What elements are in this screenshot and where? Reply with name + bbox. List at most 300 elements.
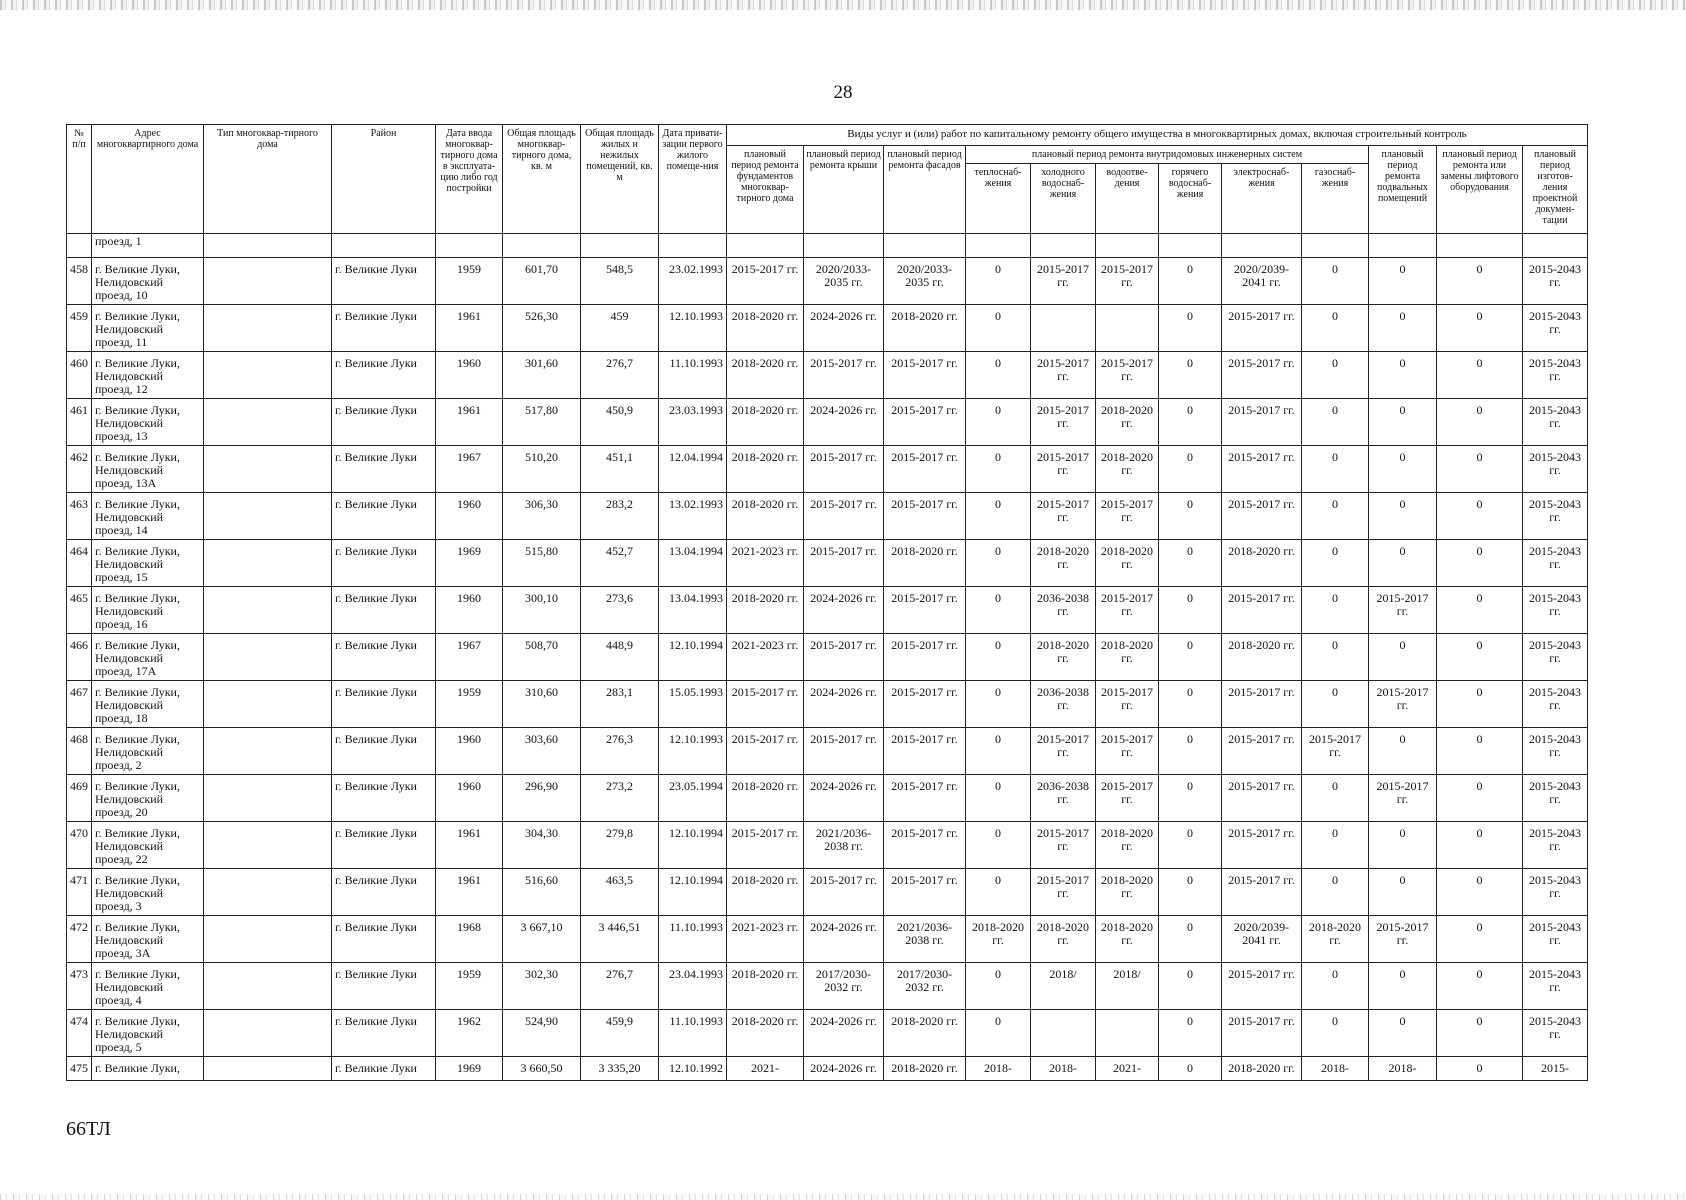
cell-drainage bbox=[1096, 305, 1159, 352]
cell-heat: 0 bbox=[966, 305, 1031, 352]
cell-num: 473 bbox=[67, 963, 92, 1010]
cell-electric: 2015-2017 гг. bbox=[1222, 493, 1302, 540]
cell-design-docs: 2015-2043 гг. bbox=[1523, 728, 1588, 775]
header-gas: газоснаб-жения bbox=[1302, 164, 1369, 234]
cell-drainage: 2018-2020 гг. bbox=[1096, 869, 1159, 916]
cell-heat: 2018-2020 гг. bbox=[966, 916, 1031, 963]
cell-roof: 2024-2026 гг. bbox=[804, 916, 884, 963]
header-commission-date: Дата ввода многоквар-тирного дома в эксплуата-цию либо год постройки bbox=[436, 125, 503, 234]
cell-design-docs: 2015-2043 гг. bbox=[1523, 634, 1588, 681]
cell-total-area: 526,30 bbox=[503, 305, 581, 352]
table-row-continuation bbox=[67, 234, 1588, 258]
table-row bbox=[67, 1057, 1588, 1081]
cell-roof: 2024-2026 гг. bbox=[804, 775, 884, 822]
cell-cold-water bbox=[1031, 305, 1096, 352]
cell-priv-date: 15.05.1993 bbox=[659, 681, 727, 728]
cell-num: 474 bbox=[67, 1010, 92, 1057]
cell-house-type bbox=[204, 493, 332, 540]
cell-hot-water: 0 bbox=[1159, 305, 1222, 352]
cell-foundation: 2018-2020 гг. bbox=[727, 963, 804, 1010]
cell-total-area: 302,30 bbox=[503, 963, 581, 1010]
header-elevator: плановый период ремонта или замены лифтового оборудования bbox=[1437, 146, 1523, 234]
cell-facade: 2015-2017 гг. bbox=[884, 352, 966, 399]
cell-district: г. Великие Луки bbox=[332, 540, 436, 587]
cell-hot-water: 0 bbox=[1159, 399, 1222, 446]
cell-gas: 0 bbox=[1302, 493, 1369, 540]
cell-address: г. Великие Луки, Нелидовский проезд, 17А bbox=[92, 634, 204, 681]
cell-foundation: 2021-2023 гг. bbox=[727, 540, 804, 587]
cell-total-area: 304,30 bbox=[503, 822, 581, 869]
cell-elevator: 0 bbox=[1437, 1010, 1523, 1057]
cell-basement: 0 bbox=[1369, 258, 1437, 305]
cell-year: 1959 bbox=[436, 963, 503, 1010]
cell-num: 472 bbox=[67, 916, 92, 963]
cell-hot-water: 0 bbox=[1159, 728, 1222, 775]
header-foundation: плановый период ремонта фундаментов многоквар-тирного дома bbox=[727, 146, 804, 234]
cell-foundation: 2021-2023 гг. bbox=[727, 916, 804, 963]
cell-cold-water: 2018-2020 гг. bbox=[1031, 540, 1096, 587]
header-heat: теплоснаб-жения bbox=[966, 164, 1031, 234]
cell-design-docs: 2015-2043 гг. bbox=[1523, 540, 1588, 587]
cell-basement: 0 bbox=[1369, 963, 1437, 1010]
cell-elevator: 0 bbox=[1437, 916, 1523, 963]
header-design-docs: плановый период изготов-ления проектной докумен-тации bbox=[1523, 146, 1588, 234]
header-address: Адрес многоквартирного дома bbox=[92, 125, 204, 234]
cell-elevator: 0 bbox=[1437, 634, 1523, 681]
cell-cold-water bbox=[1031, 1010, 1096, 1057]
cell-district: г. Великие Луки bbox=[332, 1010, 436, 1057]
table-row bbox=[67, 634, 1588, 681]
cell-living-area bbox=[581, 234, 659, 258]
cell-hot-water: 0 bbox=[1159, 869, 1222, 916]
cell-total-area: 510,20 bbox=[503, 446, 581, 493]
table-row bbox=[67, 446, 1588, 493]
cell-elevator: 0 bbox=[1437, 399, 1523, 446]
cell-heat bbox=[966, 234, 1031, 258]
cell-hot-water: 0 bbox=[1159, 493, 1222, 540]
cell-priv-date: 11.10.1993 bbox=[659, 352, 727, 399]
cell-house-type bbox=[204, 587, 332, 634]
cell-living-area: 452,7 bbox=[581, 540, 659, 587]
cell-cold-water: 2015-2017 гг. bbox=[1031, 446, 1096, 493]
cell-priv-date: 23.05.1994 bbox=[659, 775, 727, 822]
cell-address: г. Великие Луки, Нелидовский проезд, 4 bbox=[92, 963, 204, 1010]
cell-gas: 0 bbox=[1302, 822, 1369, 869]
cell-district: г. Великие Луки bbox=[332, 587, 436, 634]
table-row bbox=[67, 963, 1588, 1010]
cell-living-area: 273,6 bbox=[581, 587, 659, 634]
cell-hot-water: 0 bbox=[1159, 258, 1222, 305]
cell-gas: 0 bbox=[1302, 446, 1369, 493]
cell-house-type bbox=[204, 869, 332, 916]
cell-drainage: 2015-2017 гг. bbox=[1096, 493, 1159, 540]
cell-elevator: 0 bbox=[1437, 540, 1523, 587]
cell-num: 467 bbox=[67, 681, 92, 728]
cell-design-docs: 2015-2043 гг. bbox=[1523, 587, 1588, 634]
cell-priv-date: 13.04.1993 bbox=[659, 587, 727, 634]
cell-facade: 2015-2017 гг. bbox=[884, 822, 966, 869]
cell-design-docs: 2015-2043 гг. bbox=[1523, 493, 1588, 540]
scan-edge-bottom bbox=[0, 1194, 1686, 1200]
cell-year: 1960 bbox=[436, 352, 503, 399]
cell-roof: 2024-2026 гг. bbox=[804, 681, 884, 728]
cell-district: г. Великие Луки bbox=[332, 305, 436, 352]
header-drainage: водоотве-дения bbox=[1096, 164, 1159, 234]
table-row bbox=[67, 681, 1588, 728]
cell-address: г. Великие Луки, Нелидовский проезд, 18 bbox=[92, 681, 204, 728]
cell-priv-date: 13.02.1993 bbox=[659, 493, 727, 540]
cell-facade bbox=[884, 234, 966, 258]
cell-house-type bbox=[204, 822, 332, 869]
cell-design-docs bbox=[1523, 234, 1588, 258]
cell-house-type bbox=[204, 634, 332, 681]
cell-house-type bbox=[204, 352, 332, 399]
cell-priv-date bbox=[659, 234, 727, 258]
cell-house-type bbox=[204, 916, 332, 963]
cell-foundation: 2015-2017 гг. bbox=[727, 681, 804, 728]
cell-address: г. Великие Луки, Нелидовский проезд, 16 bbox=[92, 587, 204, 634]
cell-facade: 2015-2017 гг. bbox=[884, 587, 966, 634]
cell-roof: 2015-2017 гг. bbox=[804, 540, 884, 587]
cell-living-area: 548,5 bbox=[581, 258, 659, 305]
table-row bbox=[67, 258, 1588, 305]
cell-gas: 0 bbox=[1302, 352, 1369, 399]
cell-drainage: 2015-2017 гг. bbox=[1096, 258, 1159, 305]
cell-cold-water: 2018-2020 гг. bbox=[1031, 634, 1096, 681]
cell-facade: 2018-2020 гг. bbox=[884, 1010, 966, 1057]
cell-year: 1960 bbox=[436, 728, 503, 775]
cell-heat: 0 bbox=[966, 352, 1031, 399]
cell-living-area: 459 bbox=[581, 305, 659, 352]
cell-basement: 0 bbox=[1369, 399, 1437, 446]
cell-year: 1962 bbox=[436, 1010, 503, 1057]
table-row bbox=[67, 1010, 1588, 1057]
cell-total-area: 310,60 bbox=[503, 681, 581, 728]
cell-hot-water: 0 bbox=[1159, 963, 1222, 1010]
cell-hot-water: 0 bbox=[1159, 446, 1222, 493]
cell-num: 468 bbox=[67, 728, 92, 775]
cell-year: 1960 bbox=[436, 493, 503, 540]
cell-gas bbox=[1302, 234, 1369, 258]
cell-address: г. Великие Луки, Нелидовский проезд, 20 bbox=[92, 775, 204, 822]
cell-basement: 2015-2017 гг. bbox=[1369, 916, 1437, 963]
cell-roof: 2015-2017 гг. bbox=[804, 728, 884, 775]
table-row bbox=[67, 399, 1588, 446]
cell-drainage: 2015-2017 гг. bbox=[1096, 587, 1159, 634]
cell-living-area: 276,7 bbox=[581, 963, 659, 1010]
cell-district: г. Великие Луки bbox=[332, 775, 436, 822]
cell-roof: 2021/2036-2038 гг. bbox=[804, 822, 884, 869]
cell-year: 1961 bbox=[436, 822, 503, 869]
cell-roof: 2015-2017 гг. bbox=[804, 634, 884, 681]
cell-heat: 0 bbox=[966, 587, 1031, 634]
table-row bbox=[67, 775, 1588, 822]
cell-electric: 2018-2020 гг. bbox=[1222, 634, 1302, 681]
cell-gas: 0 bbox=[1302, 399, 1369, 446]
cell-cold-water: 2036-2038 гг. bbox=[1031, 775, 1096, 822]
header-electric: электроснаб-жения bbox=[1222, 164, 1302, 234]
cell-roof: 2020/2033-2035 гг. bbox=[804, 258, 884, 305]
cell-district: г. Великие Луки bbox=[332, 399, 436, 446]
cell-hot-water: 0 bbox=[1159, 681, 1222, 728]
cell-total-area: 524,90 bbox=[503, 1010, 581, 1057]
header-num: № п/п bbox=[67, 125, 92, 234]
cell-total-area: 3 667,10 bbox=[503, 916, 581, 963]
cell-facade: 2015-2017 гг. bbox=[884, 728, 966, 775]
cell-gas: 2018-2020 гг. bbox=[1302, 916, 1369, 963]
cell-house-type bbox=[204, 775, 332, 822]
cell-gas: 0 bbox=[1302, 258, 1369, 305]
cell-drainage: 2018-2020 гг. bbox=[1096, 634, 1159, 681]
cell-year: 1960 bbox=[436, 587, 503, 634]
cell-year: 1961 bbox=[436, 869, 503, 916]
cell-num: 458 bbox=[67, 258, 92, 305]
cell-roof: 2015-2017 гг. bbox=[804, 869, 884, 916]
table-row bbox=[67, 493, 1588, 540]
cell-priv-date: 12.10.1992 bbox=[659, 1057, 727, 1081]
cell-hot-water: 0 bbox=[1159, 822, 1222, 869]
cell-elevator: 0 bbox=[1437, 305, 1523, 352]
cell-elevator: 0 bbox=[1437, 963, 1523, 1010]
cell-priv-date: 12.10.1993 bbox=[659, 728, 727, 775]
cell-address: г. Великие Луки, Нелидовский проезд, 12 bbox=[92, 352, 204, 399]
cell-living-area: 459,9 bbox=[581, 1010, 659, 1057]
cell-living-area: 283,2 bbox=[581, 493, 659, 540]
cell-house-type bbox=[204, 446, 332, 493]
cell-roof: 2015-2017 гг. bbox=[804, 493, 884, 540]
cell-hot-water: 0 bbox=[1159, 634, 1222, 681]
cell-district: г. Великие Луки bbox=[332, 493, 436, 540]
cell-district: г. Великие Луки bbox=[332, 822, 436, 869]
cell-gas: 0 bbox=[1302, 540, 1369, 587]
cell-facade: 2018-2020 гг. bbox=[884, 305, 966, 352]
cell-num: 464 bbox=[67, 540, 92, 587]
cell-electric: 2015-2017 гг. bbox=[1222, 775, 1302, 822]
cell-elevator: 0 bbox=[1437, 1057, 1523, 1081]
cell-design-docs: 2015-2043 гг. bbox=[1523, 775, 1588, 822]
cell-foundation: 2015-2017 гг. bbox=[727, 728, 804, 775]
cell-drainage: 2015-2017 гг. bbox=[1096, 352, 1159, 399]
cell-roof bbox=[804, 234, 884, 258]
cell-design-docs: 2015-2043 гг. bbox=[1523, 822, 1588, 869]
cell-drainage bbox=[1096, 234, 1159, 258]
cell-drainage bbox=[1096, 1010, 1159, 1057]
cell-facade: 2015-2017 гг. bbox=[884, 775, 966, 822]
page-number: 28 bbox=[833, 82, 853, 103]
cell-priv-date: 23.04.1993 bbox=[659, 963, 727, 1010]
cell-cold-water: 2036-2038 гг. bbox=[1031, 681, 1096, 728]
cell-basement: 0 bbox=[1369, 869, 1437, 916]
cell-living-area: 448,9 bbox=[581, 634, 659, 681]
cell-num: 460 bbox=[67, 352, 92, 399]
cell-priv-date: 12.04.1994 bbox=[659, 446, 727, 493]
cell-facade: 2018-2020 гг. bbox=[884, 540, 966, 587]
cell-num: 462 bbox=[67, 446, 92, 493]
cell-cold-water: 2015-2017 гг. bbox=[1031, 399, 1096, 446]
table-row bbox=[67, 822, 1588, 869]
cell-electric: 2018-2020 гг. bbox=[1222, 540, 1302, 587]
cell-gas: 0 bbox=[1302, 587, 1369, 634]
cell-basement: 2018- bbox=[1369, 1057, 1437, 1081]
cell-address: г. Великие Луки, Нелидовский проезд, 13А bbox=[92, 446, 204, 493]
footer-code: 66ТЛ bbox=[66, 1118, 111, 1140]
cell-electric: 2020/2039-2041 гг. bbox=[1222, 258, 1302, 305]
cell-year: 1960 bbox=[436, 775, 503, 822]
cell-address: г. Великие Луки, Нелидовский проезд, 2 bbox=[92, 728, 204, 775]
cell-design-docs: 2015-2043 гг. bbox=[1523, 305, 1588, 352]
cell-foundation: 2018-2020 гг. bbox=[727, 446, 804, 493]
cell-roof: 2024-2026 гг. bbox=[804, 587, 884, 634]
cell-heat: 0 bbox=[966, 1010, 1031, 1057]
scan-edge-top bbox=[0, 0, 1686, 10]
cell-house-type bbox=[204, 681, 332, 728]
cell-num: 465 bbox=[67, 587, 92, 634]
cell-elevator: 0 bbox=[1437, 446, 1523, 493]
cell-total-area: 601,70 bbox=[503, 258, 581, 305]
cell-roof: 2017/2030-2032 гг. bbox=[804, 963, 884, 1010]
header-house-type: Тип многоквар-тирного дома bbox=[204, 125, 332, 234]
cell-hot-water: 0 bbox=[1159, 1010, 1222, 1057]
cell-basement: 0 bbox=[1369, 540, 1437, 587]
cell-year: 1969 bbox=[436, 540, 503, 587]
cell-num: 466 bbox=[67, 634, 92, 681]
cell-heat: 0 bbox=[966, 775, 1031, 822]
header-total-area: Общая площадь многоквар-тирного дома, кв. м bbox=[503, 125, 581, 234]
cell-basement: 2015-2017 гг. bbox=[1369, 587, 1437, 634]
header-basement: плановый период ремонта подвальных помещений bbox=[1369, 146, 1437, 234]
cell-electric: 2018-2020 гг. bbox=[1222, 1057, 1302, 1081]
cell-elevator: 0 bbox=[1437, 493, 1523, 540]
cell-electric: 2015-2017 гг. bbox=[1222, 352, 1302, 399]
cell-house-type bbox=[204, 540, 332, 587]
header-facade: плановый период ремонта фасадов bbox=[884, 146, 966, 234]
cell-living-area: 463,5 bbox=[581, 869, 659, 916]
table-row bbox=[67, 305, 1588, 352]
cell-priv-date: 23.02.1993 bbox=[659, 258, 727, 305]
cell-house-type bbox=[204, 234, 332, 258]
cell-heat: 0 bbox=[966, 258, 1031, 305]
cell-basement bbox=[1369, 234, 1437, 258]
cell-heat: 0 bbox=[966, 540, 1031, 587]
cell-electric: 2015-2017 гг. bbox=[1222, 963, 1302, 1010]
cell-district: г. Великие Луки bbox=[332, 352, 436, 399]
cell-roof: 2024-2026 гг. bbox=[804, 1010, 884, 1057]
cell-cold-water: 2018- bbox=[1031, 1057, 1096, 1081]
cell-gas: 0 bbox=[1302, 681, 1369, 728]
cell-cold-water: 2015-2017 гг. bbox=[1031, 869, 1096, 916]
cell-num: 463 bbox=[67, 493, 92, 540]
cell-electric bbox=[1222, 234, 1302, 258]
cell-elevator: 0 bbox=[1437, 822, 1523, 869]
cell-total-area: 517,80 bbox=[503, 399, 581, 446]
cell-house-type bbox=[204, 1010, 332, 1057]
cell-heat: 0 bbox=[966, 493, 1031, 540]
cell-electric: 2015-2017 гг. bbox=[1222, 587, 1302, 634]
cell-facade: 2017/2030-2032 гг. bbox=[884, 963, 966, 1010]
cell-heat: 0 bbox=[966, 822, 1031, 869]
cell-foundation bbox=[727, 234, 804, 258]
cell-elevator: 0 bbox=[1437, 775, 1523, 822]
cell-basement: 0 bbox=[1369, 1010, 1437, 1057]
cell-priv-date: 11.10.1993 bbox=[659, 1010, 727, 1057]
cell-address: проезд, 1 bbox=[92, 234, 204, 258]
cell-facade: 2015-2017 гг. bbox=[884, 446, 966, 493]
cell-foundation: 2018-2020 гг. bbox=[727, 399, 804, 446]
cell-total-area: 3 660,50 bbox=[503, 1057, 581, 1081]
cell-living-area: 451,1 bbox=[581, 446, 659, 493]
header-hot-water: горячего водоснаб-жения bbox=[1159, 164, 1222, 234]
cell-total-area: 306,30 bbox=[503, 493, 581, 540]
cell-address: г. Великие Луки, Нелидовский проезд, 5 bbox=[92, 1010, 204, 1057]
header-district: Район bbox=[332, 125, 436, 234]
cell-foundation: 2018-2020 гг. bbox=[727, 305, 804, 352]
cell-foundation: 2018-2020 гг. bbox=[727, 352, 804, 399]
cell-total-area: 303,60 bbox=[503, 728, 581, 775]
table-row bbox=[67, 869, 1588, 916]
cell-elevator: 0 bbox=[1437, 258, 1523, 305]
cell-design-docs: 2015-2043 гг. bbox=[1523, 352, 1588, 399]
cell-cold-water: 2015-2017 гг. bbox=[1031, 352, 1096, 399]
cell-num: 461 bbox=[67, 399, 92, 446]
cell-basement: 0 bbox=[1369, 822, 1437, 869]
cell-house-type bbox=[204, 258, 332, 305]
cell-drainage: 2015-2017 гг. bbox=[1096, 775, 1159, 822]
cell-design-docs: 2015-2043 гг. bbox=[1523, 963, 1588, 1010]
cell-living-area: 276,7 bbox=[581, 352, 659, 399]
header-works-group: Виды услуг и (или) работ по капитальному ремонту общего имущества в многоквартирных домах, включая строительный контроль bbox=[727, 125, 1588, 146]
cell-heat: 0 bbox=[966, 634, 1031, 681]
cell-priv-date: 12.10.1994 bbox=[659, 869, 727, 916]
cell-gas: 0 bbox=[1302, 1010, 1369, 1057]
cell-drainage: 2018-2020 гг. bbox=[1096, 446, 1159, 493]
cell-design-docs: 2015-2043 гг. bbox=[1523, 916, 1588, 963]
cell-house-type bbox=[204, 963, 332, 1010]
cell-gas: 2018- bbox=[1302, 1057, 1369, 1081]
cell-address: г. Великие Луки, Нелидовский проезд, 10 bbox=[92, 258, 204, 305]
cell-roof: 2015-2017 гг. bbox=[804, 352, 884, 399]
cell-basement: 0 bbox=[1369, 634, 1437, 681]
cell-electric: 2015-2017 гг. bbox=[1222, 1010, 1302, 1057]
table-header bbox=[67, 125, 1588, 234]
header-cold-water: холодного водоснаб-жения bbox=[1031, 164, 1096, 234]
cell-priv-date: 12.10.1994 bbox=[659, 634, 727, 681]
cell-total-area bbox=[503, 234, 581, 258]
cell-elevator: 0 bbox=[1437, 869, 1523, 916]
cell-cold-water: 2018-2020 гг. bbox=[1031, 916, 1096, 963]
cell-living-area: 283,1 bbox=[581, 681, 659, 728]
cell-elevator: 0 bbox=[1437, 587, 1523, 634]
cell-drainage: 2018-2020 гг. bbox=[1096, 822, 1159, 869]
cell-roof: 2024-2026 гг. bbox=[804, 1057, 884, 1081]
cell-district bbox=[332, 234, 436, 258]
cell-year: 1961 bbox=[436, 399, 503, 446]
cell-roof: 2024-2026 гг. bbox=[804, 305, 884, 352]
cell-num: 471 bbox=[67, 869, 92, 916]
cell-cold-water: 2036-2038 гг. bbox=[1031, 587, 1096, 634]
cell-drainage: 2021- bbox=[1096, 1057, 1159, 1081]
cell-foundation: 2018-2020 гг. bbox=[727, 587, 804, 634]
capital-repair-table bbox=[66, 124, 1588, 1081]
cell-design-docs: 2015-2043 гг. bbox=[1523, 446, 1588, 493]
cell-basement: 0 bbox=[1369, 446, 1437, 493]
cell-total-area: 301,60 bbox=[503, 352, 581, 399]
cell-year: 1968 bbox=[436, 916, 503, 963]
cell-address: г. Великие Луки, Нелидовский проезд, 22 bbox=[92, 822, 204, 869]
cell-foundation: 2018-2020 гг. bbox=[727, 775, 804, 822]
cell-basement: 0 bbox=[1369, 728, 1437, 775]
cell-num bbox=[67, 234, 92, 258]
cell-priv-date: 11.10.1993 bbox=[659, 916, 727, 963]
